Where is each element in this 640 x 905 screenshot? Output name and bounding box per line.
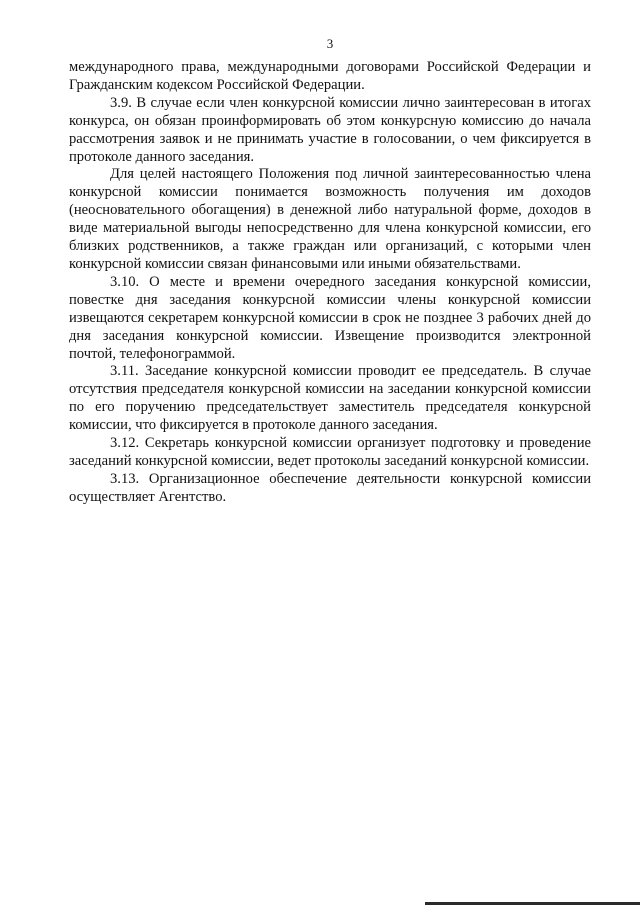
paragraph-3-12: 3.12. Секретарь конкурсной комиссии организует подготовку и проведение заседаний конкурсной комиссии, ведет протоколы заседаний конкурсной комиссии. [69,435,591,469]
paragraph-personal-interest-definition: Для целей настоящего Положения под личной заинтересованностью члена конкурсной комиссии понимается возможность получения им доходов (неосновательного обогащения) в денежной либо натуральной форме, доходов в виде материальной выгоды непосредственно для члена конкурсной комиссии, его близких родственников, а также граждан или организаций, с которыми член конкурсной комиссии связан финансовыми или иными обязательствами. [69,166,591,272]
page-number: 3 [326,36,334,51]
paragraph-3-11: 3.11. Заседание конкурсной комиссии проводит ее председатель. В случае отсутствия председателя конкурсной комиссии на заседании конкурсной комиссии по его поручению председательствует заместитель председателя конкурсной комиссии, что фиксируется в протоколе данного заседания. [69,363,591,434]
paragraph-3-10: 3.10. О месте и времени очередного заседания конкурсной комиссии, повестке дня заседания конкурсной комиссии члены конкурсной комиссии извещаются секретарем конкурсной комиссии в срок не позднее 3 рабочих дней до дня заседания конкурсной комиссии. Извещение производится электронной почтой, телефонограммой. [69,273,591,362]
paragraph-continuation: международного права, международными договорами Российской Федерации и Гражданским кодексом Российской Федерации. [69,59,591,93]
document-body [69,59,591,507]
paragraph-3-13: 3.13. Организационное обеспечение деятельности конкурсной комиссии осуществляет Агентство. [69,470,591,505]
paragraph-3-9: 3.9. В случае если член конкурсной комиссии лично заинтересован в итогах конкурса, он обязан проинформировать об этом конкурсную комиссию до начала рассмотрения заявок и не принимать участие в голосовании, о чем фиксируется в протоколе данного заседания. [69,94,591,165]
